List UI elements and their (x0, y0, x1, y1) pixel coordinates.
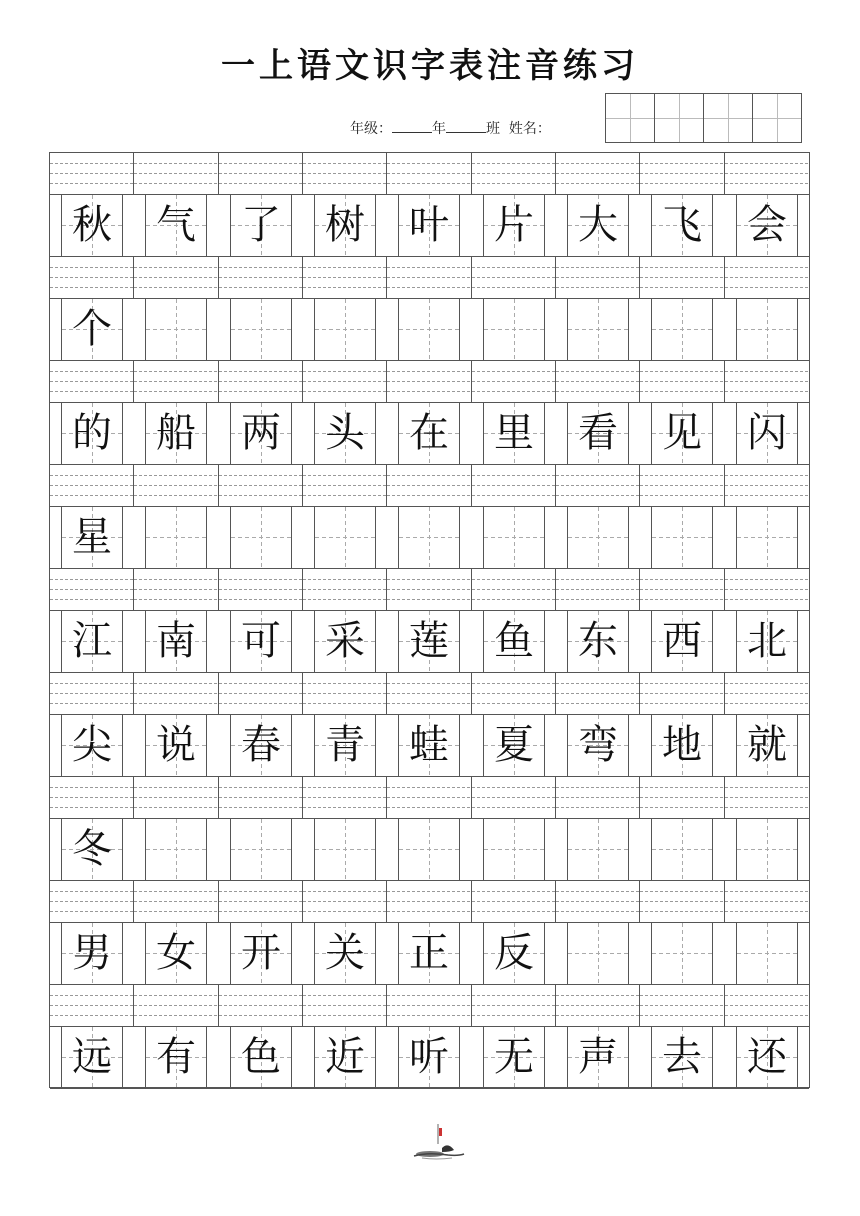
character: 个 (72, 306, 112, 352)
character: 江 (72, 618, 112, 664)
pinyin-cell[interactable] (725, 673, 809, 714)
character: 还 (747, 1034, 787, 1080)
character-box[interactable] (61, 819, 123, 880)
pinyin-band (50, 985, 809, 1027)
character: 可 (241, 618, 281, 664)
character: 正 (409, 930, 449, 976)
character-box[interactable] (567, 299, 629, 360)
character-box[interactable] (567, 715, 629, 776)
pinyin-band (50, 465, 809, 507)
character (315, 299, 375, 360)
character-box[interactable] (483, 507, 545, 568)
pinyin-cell[interactable] (50, 465, 134, 506)
character-box[interactable] (145, 715, 207, 776)
character-box[interactable] (736, 611, 798, 672)
character: 开 (241, 930, 281, 976)
character-box[interactable] (314, 1027, 376, 1088)
pinyin-cell[interactable] (472, 777, 556, 818)
character: 关 (325, 930, 365, 976)
pinyin-cell[interactable] (725, 257, 809, 298)
character-box[interactable] (61, 923, 123, 984)
pinyin-cell[interactable] (387, 465, 472, 506)
pinyin-cell[interactable] (556, 985, 640, 1026)
pinyin-cell[interactable] (472, 881, 556, 922)
character-box[interactable] (736, 819, 798, 880)
character (146, 819, 206, 880)
name-box[interactable] (654, 93, 704, 143)
pinyin-cell[interactable] (640, 153, 725, 194)
character-box[interactable] (567, 923, 629, 984)
pinyin-band (50, 361, 809, 403)
character (484, 819, 544, 880)
grid-row (50, 985, 809, 1089)
character-box[interactable] (398, 611, 460, 672)
character-box[interactable] (230, 611, 292, 672)
character-box[interactable] (567, 195, 629, 256)
character (146, 507, 206, 568)
pinyin-cell[interactable] (219, 673, 303, 714)
character: 色 (241, 1034, 281, 1080)
pinyin-cell[interactable] (303, 361, 387, 402)
character: 声 (578, 1034, 618, 1080)
character-box[interactable] (145, 923, 207, 984)
pinyin-cell[interactable] (134, 985, 219, 1026)
character: 南 (156, 618, 196, 664)
character-box[interactable] (567, 507, 629, 568)
character: 闪 (747, 410, 787, 456)
character-band (50, 299, 809, 361)
grid-row (50, 881, 809, 985)
character: 莲 (409, 618, 449, 664)
pinyin-cell[interactable] (50, 569, 134, 610)
pinyin-band (50, 153, 809, 195)
grid-row (50, 673, 809, 777)
character-box[interactable] (651, 507, 713, 568)
character-box[interactable] (398, 299, 460, 360)
pinyin-cell[interactable] (472, 569, 556, 610)
pinyin-cell[interactable] (725, 153, 809, 194)
character (315, 507, 375, 568)
pinyin-cell[interactable] (640, 257, 725, 298)
character (399, 299, 459, 360)
character (231, 507, 291, 568)
character-box[interactable] (314, 923, 376, 984)
character: 西 (662, 618, 702, 664)
character-box[interactable] (736, 299, 798, 360)
character-box[interactable] (230, 299, 292, 360)
character-box[interactable] (145, 403, 207, 464)
pinyin-cell[interactable] (472, 257, 556, 298)
character-band (50, 611, 809, 673)
character (568, 299, 628, 360)
name-boxes (606, 93, 802, 143)
character-box[interactable] (230, 819, 292, 880)
character: 了 (241, 202, 281, 248)
character-box[interactable] (61, 611, 123, 672)
character: 秋 (72, 202, 112, 248)
pinyin-cell[interactable] (472, 985, 556, 1026)
character-box[interactable] (736, 1027, 798, 1088)
pinyin-cell[interactable] (725, 777, 809, 818)
grade-label: 年级： (350, 121, 392, 137)
grid-row (50, 569, 809, 673)
character-box[interactable] (651, 403, 713, 464)
character-box[interactable] (651, 1027, 713, 1088)
character-box[interactable] (61, 1027, 123, 1088)
pinyin-cell[interactable] (134, 673, 219, 714)
character: 近 (325, 1034, 365, 1080)
worksheet-title: 一上语文识字表注音练习 (221, 46, 639, 86)
character-box[interactable] (736, 507, 798, 568)
character-box[interactable] (61, 715, 123, 776)
name-box[interactable] (703, 93, 753, 143)
character-box[interactable] (230, 507, 292, 568)
character (231, 299, 291, 360)
character: 的 (72, 410, 112, 456)
character-box[interactable] (61, 195, 123, 256)
pinyin-cell[interactable] (472, 673, 556, 714)
pinyin-cell[interactable] (219, 361, 303, 402)
character-box[interactable] (483, 299, 545, 360)
pinyin-cell[interactable] (640, 465, 725, 506)
pinyin-cell[interactable] (556, 673, 640, 714)
character: 鱼 (494, 618, 534, 664)
character: 在 (409, 410, 449, 456)
character-band (50, 1027, 809, 1089)
pinyin-cell[interactable] (219, 465, 303, 506)
pinyin-cell[interactable] (303, 257, 387, 298)
character-box[interactable] (230, 923, 292, 984)
character-box[interactable] (651, 611, 713, 672)
character (484, 299, 544, 360)
character: 有 (156, 1034, 196, 1080)
character (737, 507, 797, 568)
character-box[interactable] (230, 1027, 292, 1088)
pinyin-cell[interactable] (50, 985, 134, 1026)
ink-painting-logo (408, 1122, 466, 1162)
pinyin-cell[interactable] (134, 153, 219, 194)
pinyin-cell[interactable] (303, 569, 387, 610)
pinyin-cell[interactable] (303, 985, 387, 1026)
pinyin-cell[interactable] (303, 153, 387, 194)
pinyin-cell[interactable] (387, 361, 472, 402)
character: 就 (747, 722, 787, 768)
character-box[interactable] (567, 1027, 629, 1088)
character: 去 (662, 1034, 702, 1080)
pinyin-cell[interactable] (303, 777, 387, 818)
character (231, 819, 291, 880)
character (146, 299, 206, 360)
character-box[interactable] (483, 1027, 545, 1088)
character-box[interactable] (61, 507, 123, 568)
character: 船 (156, 410, 196, 456)
character (652, 507, 712, 568)
class-blank[interactable] (446, 120, 486, 133)
character: 远 (72, 1034, 112, 1080)
pinyin-cell[interactable] (640, 985, 725, 1026)
character-box[interactable] (314, 195, 376, 256)
pinyin-cell[interactable] (219, 881, 303, 922)
pinyin-cell[interactable] (134, 465, 219, 506)
character: 飞 (662, 202, 702, 248)
pinyin-cell[interactable] (134, 777, 219, 818)
character: 春 (241, 722, 281, 768)
character-box[interactable] (230, 195, 292, 256)
character-band (50, 195, 809, 257)
pinyin-band (50, 777, 809, 819)
character-box[interactable] (567, 403, 629, 464)
character-box[interactable] (398, 403, 460, 464)
pinyin-cell[interactable] (303, 881, 387, 922)
grid-row (50, 777, 809, 881)
pinyin-cell[interactable] (50, 881, 134, 922)
grid-row (50, 257, 809, 361)
pinyin-cell[interactable] (134, 361, 219, 402)
pinyin-cell[interactable] (387, 985, 472, 1026)
name-box[interactable] (605, 93, 655, 143)
pinyin-cell[interactable] (387, 569, 472, 610)
character-box[interactable] (398, 1027, 460, 1088)
character (484, 507, 544, 568)
pinyin-cell[interactable] (219, 777, 303, 818)
pinyin-cell[interactable] (725, 361, 809, 402)
pinyin-cell[interactable] (219, 569, 303, 610)
character: 尖 (72, 722, 112, 768)
character: 采 (325, 618, 365, 664)
pinyin-cell[interactable] (219, 985, 303, 1026)
character-box[interactable] (398, 715, 460, 776)
character: 说 (156, 722, 196, 768)
pinyin-cell[interactable] (219, 153, 303, 194)
character: 叶 (409, 202, 449, 248)
pinyin-cell[interactable] (50, 673, 134, 714)
character: 头 (325, 410, 365, 456)
pinyin-band (50, 881, 809, 923)
character: 反 (494, 930, 534, 976)
character (737, 923, 797, 984)
character-box[interactable] (651, 195, 713, 256)
character-box[interactable] (145, 819, 207, 880)
character-box[interactable] (398, 923, 460, 984)
practice-grid (49, 152, 810, 1088)
character-box[interactable] (145, 1027, 207, 1088)
character-box[interactable] (483, 923, 545, 984)
pinyin-cell[interactable] (640, 777, 725, 818)
character-box[interactable] (651, 819, 713, 880)
character-box[interactable] (230, 715, 292, 776)
pinyin-cell[interactable] (556, 257, 640, 298)
pinyin-cell[interactable] (725, 569, 809, 610)
character (399, 819, 459, 880)
pinyin-cell[interactable] (556, 465, 640, 506)
class-label: 班 (486, 121, 500, 137)
character: 气 (156, 202, 196, 248)
pinyin-cell[interactable] (387, 881, 472, 922)
character-box[interactable] (736, 195, 798, 256)
character-box[interactable] (398, 195, 460, 256)
character: 见 (662, 410, 702, 456)
character-box[interactable] (567, 819, 629, 880)
character: 两 (241, 410, 281, 456)
character: 女 (156, 930, 196, 976)
character-band (50, 715, 809, 777)
character-box[interactable] (483, 195, 545, 256)
character-box[interactable] (314, 819, 376, 880)
pinyin-cell[interactable] (50, 777, 134, 818)
pinyin-cell[interactable] (387, 153, 472, 194)
character (652, 819, 712, 880)
pinyin-cell[interactable] (134, 569, 219, 610)
character-box[interactable] (145, 611, 207, 672)
character-box[interactable] (314, 611, 376, 672)
character-box[interactable] (483, 715, 545, 776)
character-box[interactable] (145, 195, 207, 256)
character-box[interactable] (398, 819, 460, 880)
character-box[interactable] (314, 403, 376, 464)
character: 男 (72, 930, 112, 976)
character: 星 (72, 514, 112, 560)
character-box[interactable] (567, 611, 629, 672)
character: 树 (325, 202, 365, 248)
pinyin-cell[interactable] (556, 153, 640, 194)
pinyin-cell[interactable] (725, 465, 809, 506)
character (399, 507, 459, 568)
character: 北 (747, 618, 787, 664)
grade-blank[interactable] (392, 120, 432, 133)
pinyin-cell[interactable] (303, 465, 387, 506)
pinyin-cell[interactable] (640, 881, 725, 922)
character-box[interactable] (61, 299, 123, 360)
student-info (350, 118, 551, 138)
character (652, 923, 712, 984)
character-box[interactable] (483, 611, 545, 672)
pinyin-band (50, 673, 809, 715)
pinyin-cell[interactable] (472, 465, 556, 506)
grid-row (50, 153, 809, 257)
pinyin-cell[interactable] (640, 673, 725, 714)
character (315, 819, 375, 880)
character (652, 299, 712, 360)
character: 无 (494, 1034, 534, 1080)
character: 冬 (72, 826, 112, 872)
character-box[interactable] (483, 403, 545, 464)
grid-row (50, 361, 809, 465)
name-box[interactable] (752, 93, 802, 143)
character-band (50, 403, 809, 465)
pinyin-cell[interactable] (50, 257, 134, 298)
character-box[interactable] (736, 715, 798, 776)
pinyin-cell[interactable] (640, 361, 725, 402)
character (737, 299, 797, 360)
character-box[interactable] (145, 507, 207, 568)
pinyin-cell[interactable] (219, 257, 303, 298)
character-box[interactable] (61, 403, 123, 464)
character-box[interactable] (483, 819, 545, 880)
pinyin-band (50, 569, 809, 611)
grid-row (50, 465, 809, 569)
pinyin-cell[interactable] (387, 673, 472, 714)
pinyin-cell[interactable] (303, 673, 387, 714)
character: 青 (325, 722, 365, 768)
pinyin-cell[interactable] (50, 361, 134, 402)
character-box[interactable] (651, 299, 713, 360)
pinyin-cell[interactable] (556, 361, 640, 402)
character: 东 (578, 618, 618, 664)
character-box[interactable] (398, 507, 460, 568)
pinyin-cell[interactable] (556, 777, 640, 818)
character: 听 (409, 1034, 449, 1080)
pinyin-cell[interactable] (725, 881, 809, 922)
character-box[interactable] (736, 923, 798, 984)
character-box[interactable] (314, 715, 376, 776)
character: 蛙 (409, 722, 449, 768)
pinyin-cell[interactable] (472, 361, 556, 402)
pinyin-cell[interactable] (387, 777, 472, 818)
character-box[interactable] (145, 299, 207, 360)
character-box[interactable] (230, 403, 292, 464)
pinyin-cell[interactable] (50, 153, 134, 194)
character-box[interactable] (314, 299, 376, 360)
character-band (50, 819, 809, 881)
character-box[interactable] (736, 403, 798, 464)
pinyin-cell[interactable] (134, 881, 219, 922)
character-box[interactable] (651, 715, 713, 776)
character-box[interactable] (651, 923, 713, 984)
character: 夏 (494, 722, 534, 768)
character-box[interactable] (314, 507, 376, 568)
pinyin-cell[interactable] (640, 569, 725, 610)
character: 弯 (578, 722, 618, 768)
character (737, 819, 797, 880)
character (568, 923, 628, 984)
character (568, 819, 628, 880)
character: 大 (578, 202, 618, 248)
character: 里 (494, 410, 534, 456)
character: 看 (578, 410, 618, 456)
pinyin-cell[interactable] (134, 257, 219, 298)
pinyin-cell[interactable] (556, 881, 640, 922)
character: 地 (662, 722, 702, 768)
character (568, 507, 628, 568)
pinyin-cell[interactable] (556, 569, 640, 610)
pinyin-band (50, 257, 809, 299)
pinyin-cell[interactable] (387, 257, 472, 298)
character-band (50, 923, 809, 985)
pinyin-cell[interactable] (725, 985, 809, 1026)
character: 片 (494, 202, 534, 248)
pinyin-cell[interactable] (472, 153, 556, 194)
character-band (50, 507, 809, 569)
character: 会 (747, 202, 787, 248)
year-label: 年 (432, 121, 446, 137)
name-label: 姓名： (508, 121, 551, 137)
